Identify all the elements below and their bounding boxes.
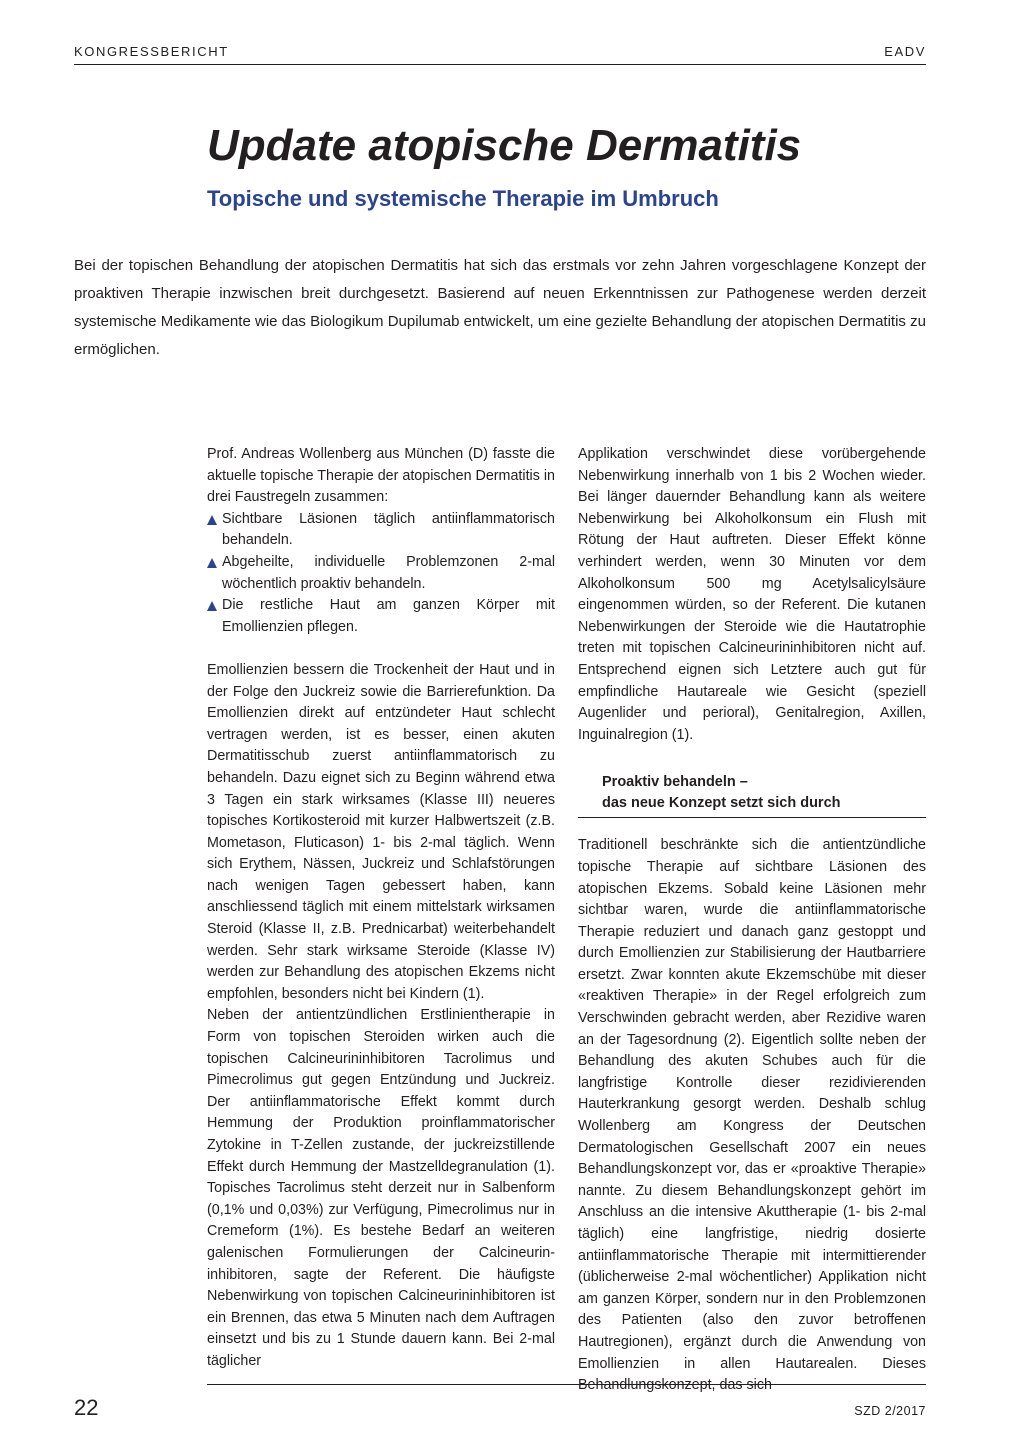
issue-label: SZD 2/2017	[854, 1404, 926, 1418]
rule-text: Die restliche Haut am ganzen Körper mit Emollienzien pflegen.	[222, 597, 555, 635]
right-column	[578, 444, 926, 1397]
section-heading-line: das neue Konzept setzt sich durch	[602, 795, 841, 812]
triangle-bullet-icon	[207, 601, 217, 611]
rule-text: Sichtbare Läsionen täglich antiinflammatorisch behandeln.	[222, 510, 555, 549]
page-number: 22	[74, 1395, 99, 1420]
running-head	[74, 42, 926, 65]
body-paragraph: Emollienzien bessern die Trockenheit der Haut und in der Folge den Juckreiz sowie die Barrierefunktion. Da Emollienzien direkt auf entzündeter Haut schlecht vertragen werden, ist es besser, einen akuten Dermatitisschub zuerst antiinflammatorisch zu behandeln. Dazu eignet sich zu Beginn während etwa 3 Tagen ein stark wirksames (Klasse III) neueres topisches Kortikosteroid mit kurzer Halbwertszeit (z.B. Mometason, Fluticason) 1- bis 2-mal täglich. Wenn sich Erythem, Nässen, Juckreiz und Schlafstörungen nach wenigen Tagen gebessert haben, kann anschliessend täglich mit einem mittelstark wirksamen Steroid (Klasse II, z.B. Prednicarbat) weiterbehandelt werden. Sehr stark wirksame Steroide (Klasse IV) werden zur Behandlung des atopischen Ekzems nicht empfohlen, besonders nicht bei Kindern (1).	[207, 661, 555, 1002]
article-title: Update atopische Dermatitis	[207, 121, 802, 170]
triangle-bullet-icon	[207, 558, 217, 568]
body-paragraph: Applikation verschwindet diese vorübergehende Nebenwirkung innerhalb von 1 bis 2 Wochen wieder. Bei länger dauernder Behandlung kann als weitere Nebenwirkung bei Alkoholkonsum ein Flush mit Rötung der Haut auftreten. Dieser Effekt könne verhindert werden, wenn 30 Minuten vor dem Alkoholkonsum 500 mg Acetylsalicylsäure eingenommen würden, so der Referent. Die kutanen Nebenwirkungen der Steroide wie die Hautatrophie treten mit topischen Calcineurininhibitoren nicht auf. Entsprechend eignen sich Letztere auch gut für empfindliche Hautareale wie Gesicht (speziell Augenlider und perioral), Genitalregion, Axillen, Inguinalregion (1).	[578, 446, 926, 743]
body-paragraph: Neben der antientzündlichen Erstlinientherapie in Form von topischen Steroiden wirken auch die topischen Calcineurininhibitoren Tacrolimus und Pimecrolimus gut gegen Entzündung und Juckreiz. Der antiinflammatorische Effekt kommt durch Hemmung der Produktion proinflammatorischer Zytokine in T-Zellen zustande, der juckreizstillende Effekt durch Hemmung der Mastzelldegranulation (1). Topisches Tacrolimus steht derzeit nur in Salbenform (0,1% und 0,03%) zur Verfügung, Pimecrolimus nur in Cremeform (1%). Es bestehe Bedarf an weiteren galenischen Formulierungen der Calcineurin-inhibitoren, sagte der Referent. Die häufigste Nebenwirkung von topischen Calcineurininhibitoren ist ein Brennen, das etwa 5 Minuten nach dem Auftragen einsetzt und bis zu 1 Stunde dauern kann. Bei 2-mal täglicher	[207, 1007, 555, 1369]
list-item	[207, 552, 555, 595]
section-heading-line: Proaktiv behandeln –	[602, 774, 748, 791]
body-paragraph: Traditionell beschränkte sich die antientzündliche topische Therapie auf sichtbare Läsionen des atopischen Ekzems. Sobald keine Läsionen mehr sichtbar waren, wurde die antiinflammatorische Therapie reduziert und danach ganz gestoppt und durch Emollienzien zur Stabilisierung der Hautbarriere ersetzt. Zwar konnten akute Ekzemschübe mit dieser «reaktiven Therapie» in der Regel erfolgreich zum Verschwinden gebracht werden, aber Rezidive waren an der Tagesordnung (2). Eigentlich sollte neben der Behandlung des akuten Schubes auch für die langfristige Kontrolle dieser rezidivierenden Hauterkrankung gesorgt werden. Deshalb schlug Wollenberg am Kongress der Deutschen Dermatologischen Gesellschaft 2007 ein neues Behandlungskonzept vor, das er «proaktive Therapie» nannte. Zu diesem Behandlungskonzept gehört im Anschluss an die intensive Akuttherapie (1- bis 2-mal täglich) eine langfristige, niedrig dosierte antiinflammatorische Therapie mit intermittierender (üblicherweise 2-mal wöchentlicher) Applikation nicht am ganzen Körper, sondern nur in den Problemzonen des Patienten (also den zuvor betroffenen Hautregionen), ergänzt durch die Anwendung von Emollienzien in allen Hautarealen. Dieses Behandlungskonzept, das sich	[578, 837, 926, 1394]
section-label: KONGRESSBERICHT	[74, 44, 229, 59]
list-item	[207, 595, 555, 638]
section-heading	[578, 770, 926, 818]
triangle-bullet-icon	[207, 515, 217, 525]
journal-section-label: EADV	[884, 44, 926, 59]
rule-text: Abgeheilte, individuelle Problemzonen 2-mal wöchentlich proaktiv behandeln.	[222, 553, 555, 592]
article-subtitle: Topische und systemische Therapie im Umbruch	[207, 186, 719, 211]
list-item	[207, 509, 555, 552]
left-column	[207, 444, 555, 1373]
intro-paragraph: Prof. Andreas Wollenberg aus München (D) fasste die aktuelle topische Therapie der atopischen Dermatitis in drei Faustregeln zusammen:	[207, 446, 555, 506]
footer-divider	[207, 1384, 926, 1385]
lead-paragraph: Bei der topischen Behandlung der atopischen Dermatitis hat sich das erstmals vor zehn Jahren vorgeschlagene Konzept der proaktiven Therapie inzwischen breit durchgesetzt. Basierend auf neuen Erkenntnissen zur Pathogenese werden derzeit systemische Medikamente wie das Biologikum Dupilumab entwickelt, um eine gezielte Behandlung der atopischen Dermatitis zu ermöglichen.	[74, 257, 926, 358]
rules-list	[207, 509, 555, 639]
